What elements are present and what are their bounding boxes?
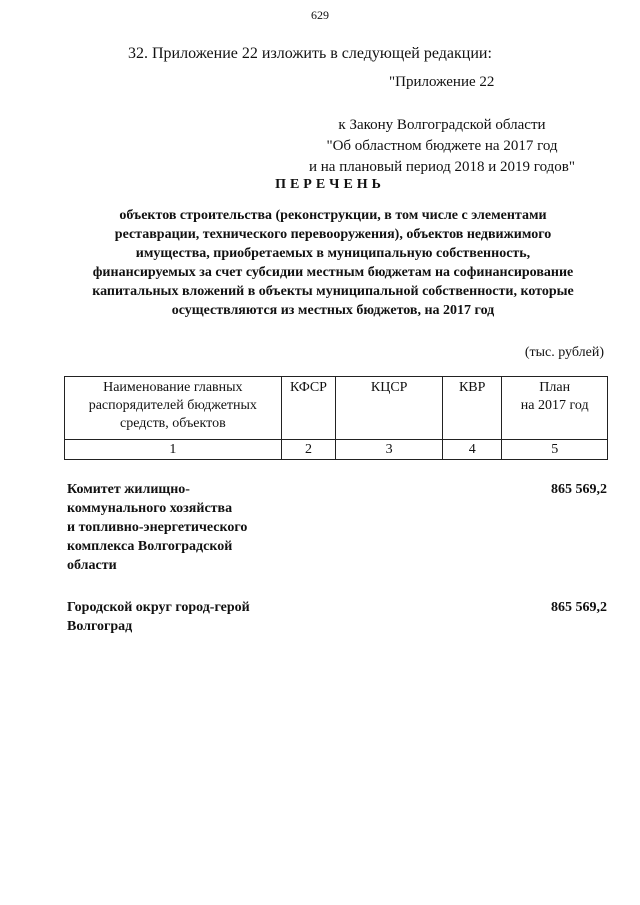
list-subtitle-line: объектов строительства (реконструкции, в том числе с элементами <box>119 208 547 223</box>
header-plan-line: План <box>539 380 571 395</box>
row-amount: 865 569,2 <box>551 600 607 615</box>
header-plan <box>502 377 608 440</box>
row-name <box>67 480 327 575</box>
budget-table-header <box>64 376 608 460</box>
row-name-line: области <box>67 558 117 573</box>
header-kfsr: КФСР <box>281 377 336 440</box>
header-plan-line: на 2017 год <box>520 398 589 413</box>
header-name-line: средств, объектов <box>119 416 226 431</box>
row-name-line: Городской округ город-герой <box>67 600 250 615</box>
header-name-line: Наименование главных <box>103 380 243 395</box>
row-name-line: Волгоград <box>67 619 133 634</box>
header-name <box>65 377 282 440</box>
amendment-text: 32. Приложение 22 изложить в следующей редакции: <box>128 45 492 62</box>
column-number: 2 <box>281 440 336 460</box>
row-name <box>67 598 327 636</box>
list-subtitle <box>60 206 606 320</box>
row-name-line: комплекса Волгоградской <box>67 539 233 554</box>
appendix-line: к Закону Волгоградской области <box>338 117 546 133</box>
table-row <box>67 480 607 580</box>
row-name-line: Комитет жилищно- <box>67 482 190 497</box>
appendix-heading <box>292 72 592 178</box>
column-number: 3 <box>336 440 443 460</box>
list-subtitle-line: реставрации, технического перевооружения), объектов недвижимого <box>114 227 552 242</box>
list-title: ПЕРЕЧЕНЬ <box>275 177 385 192</box>
table-row <box>67 598 607 643</box>
appendix-line: и на плановый период 2018 и 2019 годов" <box>309 159 575 175</box>
column-number: 1 <box>65 440 282 460</box>
appendix-line: "Об областном бюджете на 2017 год <box>326 138 558 154</box>
row-name-line: коммунального хозяйства <box>67 501 233 516</box>
header-name-line: распорядителей бюджетных <box>88 398 257 413</box>
units-label: (тыс. рублей) <box>524 345 604 360</box>
page-number: 629 <box>311 8 329 22</box>
column-number: 5 <box>502 440 608 460</box>
list-subtitle-line: капитальных вложений в объекты муниципальной собственности, которые <box>92 284 574 299</box>
list-subtitle-line: осуществляются из местных бюджетов, на 2017 год <box>171 303 495 318</box>
header-kcsr: КЦСР <box>336 377 443 440</box>
appendix-title: "Приложение 22 <box>389 74 495 90</box>
header-kvr: КВР <box>443 377 502 440</box>
row-name-line: и топливно-энергетического <box>67 520 248 535</box>
list-subtitle-line: финансируемых за счет субсидии местным бюджетам на софинансирование <box>92 265 574 280</box>
list-subtitle-line: имущества, приобретаемых в муниципальную собственность, <box>135 246 531 261</box>
row-amount: 865 569,2 <box>551 482 607 497</box>
column-number: 4 <box>443 440 502 460</box>
